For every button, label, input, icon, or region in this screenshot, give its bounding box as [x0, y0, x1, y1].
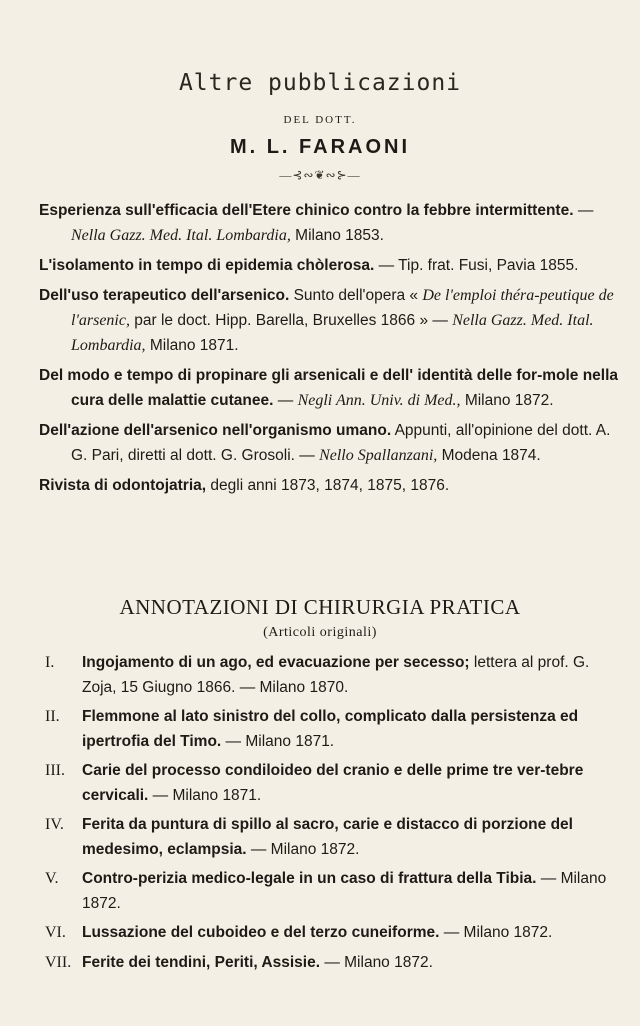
article-number: VI. [45, 924, 66, 941]
publication-source: Nella Gazz. Med. Ital. Lombardia, [71, 312, 594, 354]
article-text: — Milano 1871. [148, 786, 262, 804]
article-number: I. [45, 654, 55, 671]
publication-text: Milano 1872. [460, 392, 554, 409]
publication-source: Nello Spallanzani, [319, 447, 438, 464]
article-item [45, 867, 625, 916]
article-text: lettera al prof. G. Zoja, 15 Giugno 1866. — Milano 1870. [82, 654, 590, 696]
article-number: IV. [45, 816, 64, 833]
article-item [45, 651, 625, 700]
author-prefix: DEL DOTT. [283, 114, 357, 126]
publication-title: Esperienza sull'efficacia dell'Etere chinico contro la febbre intermittente. [39, 202, 574, 219]
publication-text: — [573, 202, 594, 219]
publication-text: degli anni 1873, 1874, 1875, 1876. [206, 477, 450, 494]
section-subtitle: (Articoli originali) [263, 625, 377, 640]
ornament-divider: —⊰∾❦∾⊱— [279, 168, 361, 182]
article-item [45, 813, 625, 862]
article-item [45, 921, 625, 946]
publication-source: De l'emploi théra-peutique de l'arsenic, [71, 287, 614, 329]
publication-text: par le doct. Hipp. Barella, Bruxelles 1866 » — [129, 312, 453, 329]
publication-entry [39, 253, 624, 278]
article-text: — Milano 1872. [320, 953, 433, 971]
section-title: ANNOTAZIONI DI CHIRURGIA PRATICA [119, 595, 521, 619]
article-text: — Milano 1872. [439, 924, 553, 941]
publication-title: Dell'uso terapeutico dell'arsenico. [39, 287, 290, 304]
author-name: M. L. FARAONI [229, 136, 411, 158]
publication-entry [39, 198, 624, 248]
article-number: II. [45, 708, 60, 725]
article-item [45, 951, 625, 976]
publication-title: Rivista di odontojatria, [39, 477, 207, 494]
article-item [45, 705, 625, 754]
publication-list [39, 198, 624, 503]
article-title: Lussazione del cuboideo e del terzo cuneiforme. [82, 924, 440, 941]
publication-text: — [273, 392, 298, 409]
article-number: V. [45, 870, 59, 887]
article-text: — Milano 1872. [246, 840, 360, 858]
publication-source: Nella Gazz. Med. Ital. Lombardia, [71, 227, 291, 244]
article-number: III. [45, 762, 65, 779]
publication-text: Appunti, all'opinione del dott. A. G. Pari, diretti al dott. G. Grosoli. — [71, 422, 611, 464]
publication-entry [39, 418, 624, 468]
article-title: Contro-perizia medico-legale in un caso di frattura della Tibia. [82, 870, 537, 887]
publication-title: L'isolamento in tempo di epidemia chòlerosa. [39, 257, 375, 274]
publication-entry [39, 473, 624, 498]
publication-text: Milano 1871. [145, 337, 239, 354]
article-title: Ingojamento di un ago, ed evacuazione per secesso; [82, 654, 470, 671]
publication-entry [39, 363, 624, 413]
page-title: Altre pubblicazioni [178, 70, 462, 96]
article-list [45, 651, 625, 980]
article-title: Ferita da puntura di spillo al sacro, carie e distacco di porzione del medesimo, eclampsia. [82, 816, 573, 858]
publication-title: Dell'azione dell'arsenico nell'organismo umano. [39, 422, 392, 439]
publication-text: — Tip. frat. Fusi, Pavia 1855. [374, 257, 579, 274]
article-item [45, 759, 625, 808]
publication-entry [39, 283, 624, 358]
article-title: Flemmone al lato sinistro del collo, complicato dalla persistenza ed ipertrofia del Timo. [82, 708, 579, 750]
publication-text: Milano 1853. [290, 227, 384, 244]
article-number: VII. [45, 953, 72, 971]
publication-text: Sunto dell'opera « [289, 287, 423, 304]
article-text: — Milano 1871. [221, 732, 335, 750]
article-title: Ferite dei tendini, Periti, Assisie. [82, 953, 321, 971]
publication-title: Del modo e tempo di propinare gli arsenicali e dell' identità delle for-mole nella cura delle malattie cutanee. [39, 367, 619, 409]
article-text: — Milano 1872. [82, 870, 607, 912]
publication-source: Negli Ann. Univ. di Med., [297, 392, 461, 409]
article-title: Carie del processo condiloideo del cranio e delle prime tre ver-tebre cervicali. [82, 762, 584, 804]
publication-text: Modena 1874. [437, 447, 541, 464]
